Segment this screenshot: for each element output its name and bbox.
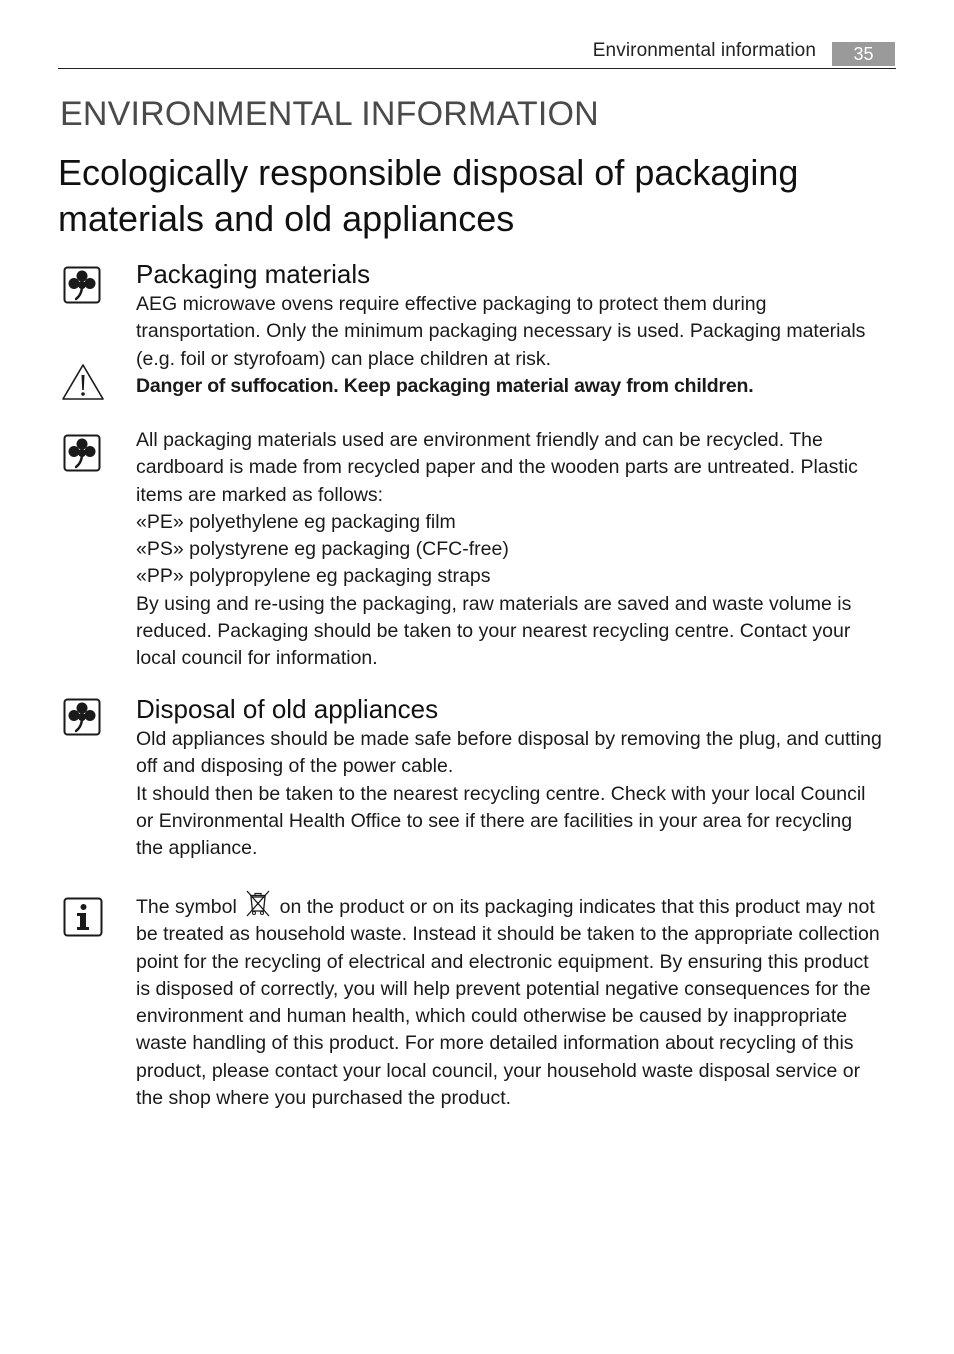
- text-line: point for the recycling of electrical and electronic equipment. By ensuring this product: [136, 950, 869, 973]
- text-line: the shop where you purchased the product.: [136, 1087, 512, 1110]
- text-line: (e.g. foil or styrofoam) can place children at risk.: [136, 347, 552, 370]
- text-line: product, please contact your local council, your household waste disposal service or: [136, 1059, 861, 1082]
- running-header: Environmental information: [592, 40, 816, 61]
- warning-triangle-icon: [60, 362, 106, 402]
- text-line: [136, 889, 896, 921]
- warning-text: [136, 373, 896, 400]
- weee-lead-rest: on the product or on its packaging indicates that this product may not: [279, 896, 875, 918]
- clover-icon: [63, 698, 101, 736]
- text-line: All packaging materials used are environment friendly and can be recycled. The: [136, 429, 823, 451]
- clover-icon: [63, 434, 101, 472]
- text-line: environment and human health, which could otherwise be caused by inappropriate: [136, 1005, 848, 1028]
- disposal-text: [136, 726, 896, 862]
- packaging-heading: Packaging materials: [136, 259, 371, 289]
- weee-text: [136, 889, 896, 1112]
- warning-line: Danger of suffocation. Keep packaging material away from children.: [136, 375, 754, 397]
- crossed-bin-icon: [244, 889, 272, 917]
- text-line: transportation. Only the minimum packaging necessary is used. Packaging materials: [136, 320, 866, 343]
- page-title-line-1: Ecologically responsible disposal of packaging: [58, 152, 799, 193]
- text-line: «PS» polystyrene eg packaging (CFC-free): [136, 538, 509, 561]
- text-line: reduced. Packaging should be taken to your nearest recycling centre. Contact your: [136, 620, 851, 643]
- weee-lead: The symbol: [136, 896, 237, 918]
- text-line: items are marked as follows:: [136, 483, 384, 506]
- header-rule: [58, 68, 896, 69]
- clover-icon: [63, 266, 101, 304]
- disposal-heading: Disposal of old appliances: [136, 694, 439, 724]
- packaging-intro: [136, 291, 896, 373]
- page-title-line-2: materials and old appliances: [58, 198, 515, 239]
- text-line: is disposed of correctly, you will help prevent potential negative consequences for the: [136, 977, 871, 1000]
- text-line: «PP» polypropylene eg packaging straps: [136, 565, 491, 588]
- text-line: AEG microwave ovens require effective packaging to protect them during: [136, 293, 767, 315]
- text-line: waste handling of this product. For more detailed information about recycling of this: [136, 1032, 854, 1055]
- text-line: Old appliances should be made safe before disposal by removing the plug, and cutting: [136, 728, 882, 750]
- page-title: [58, 150, 888, 242]
- info-icon: [63, 897, 103, 937]
- text-line: off and disposing of the power cable.: [136, 755, 454, 778]
- text-line: be treated as household waste. Instead it should be taken to the appropriate collection: [136, 923, 880, 946]
- text-line: By using and re-using the packaging, raw materials are saved and waste volume is: [136, 592, 852, 615]
- packaging-details: [136, 427, 896, 673]
- text-line: It should then be taken to the nearest recycling centre. Check with your local Council: [136, 782, 866, 805]
- text-line: «PE» polyethylene eg packaging film: [136, 510, 456, 533]
- section-title: ENVIRONMENTAL INFORMATION: [60, 95, 599, 133]
- text-line: the appliance.: [136, 837, 258, 860]
- page-number: 35: [832, 42, 895, 66]
- text-line: or Environmental Health Office to see if there are facilities in your area for recycling: [136, 809, 853, 832]
- text-line: local council for information.: [136, 647, 378, 670]
- text-line: cardboard is made from recycled paper and the wooden parts are untreated. Plastic: [136, 456, 858, 479]
